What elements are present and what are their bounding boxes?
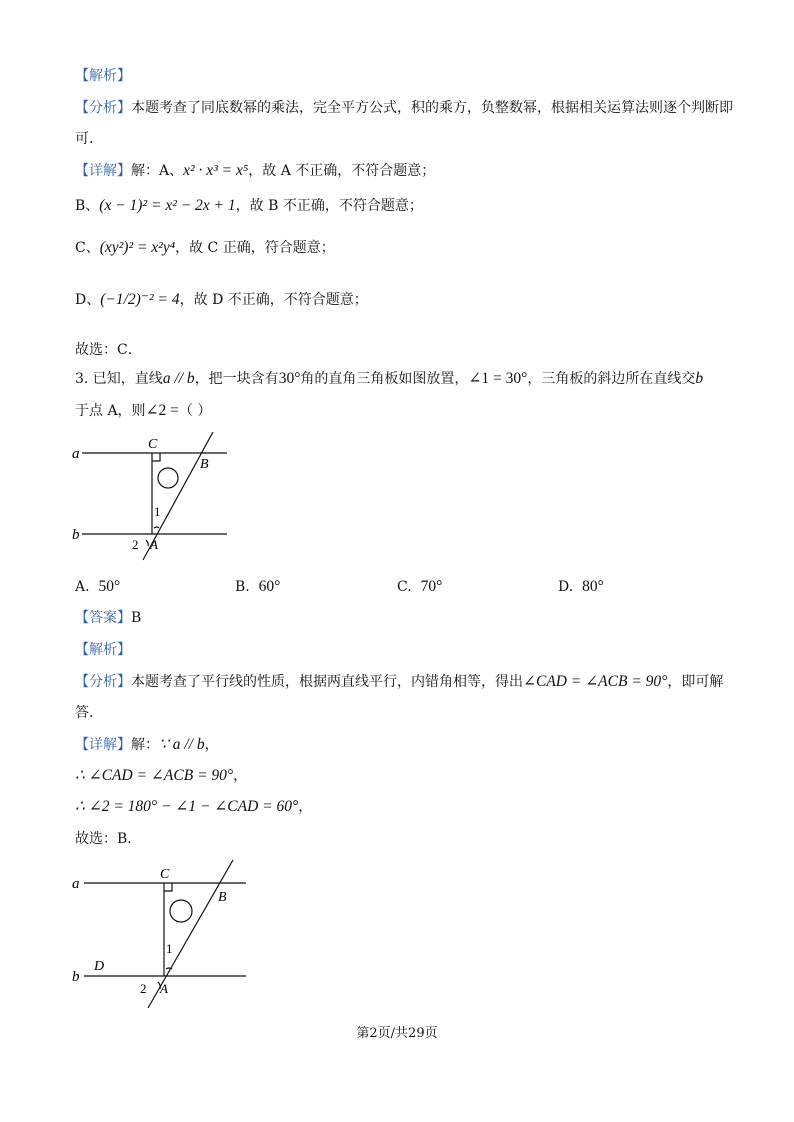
expr-a: x² · x³ = x⁵ [183, 162, 249, 179]
fenxi-tag-2: 【分析】 [75, 674, 131, 690]
detail-lead-2: 解： [131, 737, 159, 753]
fenxi-continuation-2: 答． [75, 705, 103, 721]
answer-line-2: 故选：B． [75, 831, 142, 847]
fig2-label-1: 1 [166, 941, 173, 956]
fig1-label-B: B [200, 457, 209, 472]
daan-value: B [131, 610, 142, 626]
fenxi-text-2: 本题考查了平行线的性质，根据两直线平行，内错角相等，得出 [131, 674, 523, 690]
jiexi-heading-2: 【解析】 [75, 642, 131, 658]
q3-angle2: ∠2 = [145, 402, 179, 419]
option-c-value: 70° [420, 578, 443, 595]
q3-text-d: ，三角板的斜边所在直线交 [527, 371, 696, 387]
fig2-label-C: C [160, 867, 170, 882]
q3-text-a: 3. 已知，直线 [75, 371, 163, 387]
detail-option-c [75, 238, 335, 258]
expr-d: (−1/2)⁻² = 4 [100, 291, 180, 308]
fig1-label-1: 1 [154, 504, 161, 519]
fenxi-text: 本题考查了同底数幂的乘法，完全平方公式，积的乘方，负整数幂，根据相关运算法则逐个判断即 [131, 100, 733, 116]
daan-tag: 【答案】 [75, 610, 131, 626]
step2-expr: ∴ ∠2 = 180° − ∠1 − ∠CAD = 60° [75, 798, 299, 815]
option-a-label: A. [75, 579, 90, 595]
detail-option-d [75, 290, 368, 310]
fig2-label-2: 2 [140, 981, 147, 996]
text-c: ，故 C 正确，符合题意； [175, 240, 335, 256]
option-d[interactable] [558, 578, 604, 596]
lead-d: D、 [75, 292, 101, 308]
xiangjie-tag: 【详解】 [75, 163, 131, 179]
option-d-label: D. [558, 579, 574, 595]
fenxi-paragraph-2 [75, 672, 723, 692]
fig2-label-b: b [72, 969, 80, 985]
fig1-label-A: A [150, 537, 158, 552]
fenxi-tag: 【分析】 [75, 100, 131, 116]
detail-line-step2 [75, 797, 312, 817]
figure-1 [70, 432, 240, 562]
text-d: ，故 D 不正确，不符合题意； [179, 292, 368, 308]
lead-b: B、 [75, 198, 100, 214]
answer-line-1: 故选：C． [75, 342, 142, 358]
q3-angle1: ∠1 = 30° [468, 370, 528, 387]
detail-option-b [75, 196, 423, 216]
option-b-value: 60° [258, 578, 281, 595]
fig2-label-B: B [218, 890, 227, 905]
option-a[interactable] [75, 578, 120, 596]
detail-line-since [75, 735, 219, 755]
xiangjie-tag-2: 【详解】 [75, 737, 131, 753]
q3-deg30: 30° [278, 370, 301, 387]
fenxi-text-2b: ，即可解 [667, 674, 724, 690]
text-b: ，故 B 不正确，不符合题意； [235, 198, 423, 214]
fig1-label-2: 2 [132, 537, 139, 552]
since-expr: ∵ a // b [159, 736, 205, 753]
q3-parallel: a // b [162, 370, 195, 387]
page-footer: 第2页/共29页 [356, 1026, 438, 1041]
figure-2 [68, 858, 258, 1013]
detail-option-a [75, 161, 435, 181]
q3-text-b: ，把一块含有 [194, 371, 279, 387]
detail-line-step1 [75, 766, 247, 786]
fig1-label-C: C [148, 437, 158, 452]
fenxi-paragraph-1 [75, 98, 733, 118]
fenxi-continuation: 可． [75, 131, 103, 147]
text-a: ，故 A 不正确，不符合题意； [248, 163, 436, 179]
question-3-line-1 [75, 369, 703, 389]
detail-lead: 解：A、 [131, 163, 184, 179]
lead-c: C、 [75, 240, 100, 256]
expr-c: (xy²)² = x²y⁴ [99, 239, 176, 256]
q3-b-var: b [695, 370, 704, 387]
q3-text-c: 角的直角三角板如图放置， [300, 371, 469, 387]
q3-text-e: 于点 A，则 [75, 403, 146, 419]
option-b-label: B. [235, 579, 250, 595]
comma-1: ， [204, 737, 219, 753]
expr-b: (x − 1)² = x² − 2x + 1 [99, 197, 236, 214]
option-c[interactable] [397, 578, 442, 596]
fig2-label-a: a [72, 876, 80, 892]
fig2-label-A: A [160, 981, 168, 996]
question-3-line-2 [75, 401, 211, 421]
option-a-value: 50° [98, 578, 121, 595]
answer-block [75, 608, 141, 628]
fig1-label-a: a [72, 446, 80, 462]
step1-expr: ∴ ∠CAD = ∠ACB = 90° [75, 767, 234, 784]
comma-2: ， [233, 768, 248, 784]
q3-blank: （ ） [178, 403, 212, 419]
fig2-label-D: D [94, 959, 105, 974]
fenxi-eq: ∠CAD = ∠ACB = 90° [523, 673, 668, 690]
option-b[interactable] [235, 578, 280, 596]
option-c-label: C. [397, 579, 412, 595]
comma-3: ， [298, 799, 313, 815]
jiexi-heading-1: 【解析】 [75, 68, 131, 84]
fig1-label-b: b [72, 527, 80, 543]
option-d-value: 80° [582, 578, 604, 595]
